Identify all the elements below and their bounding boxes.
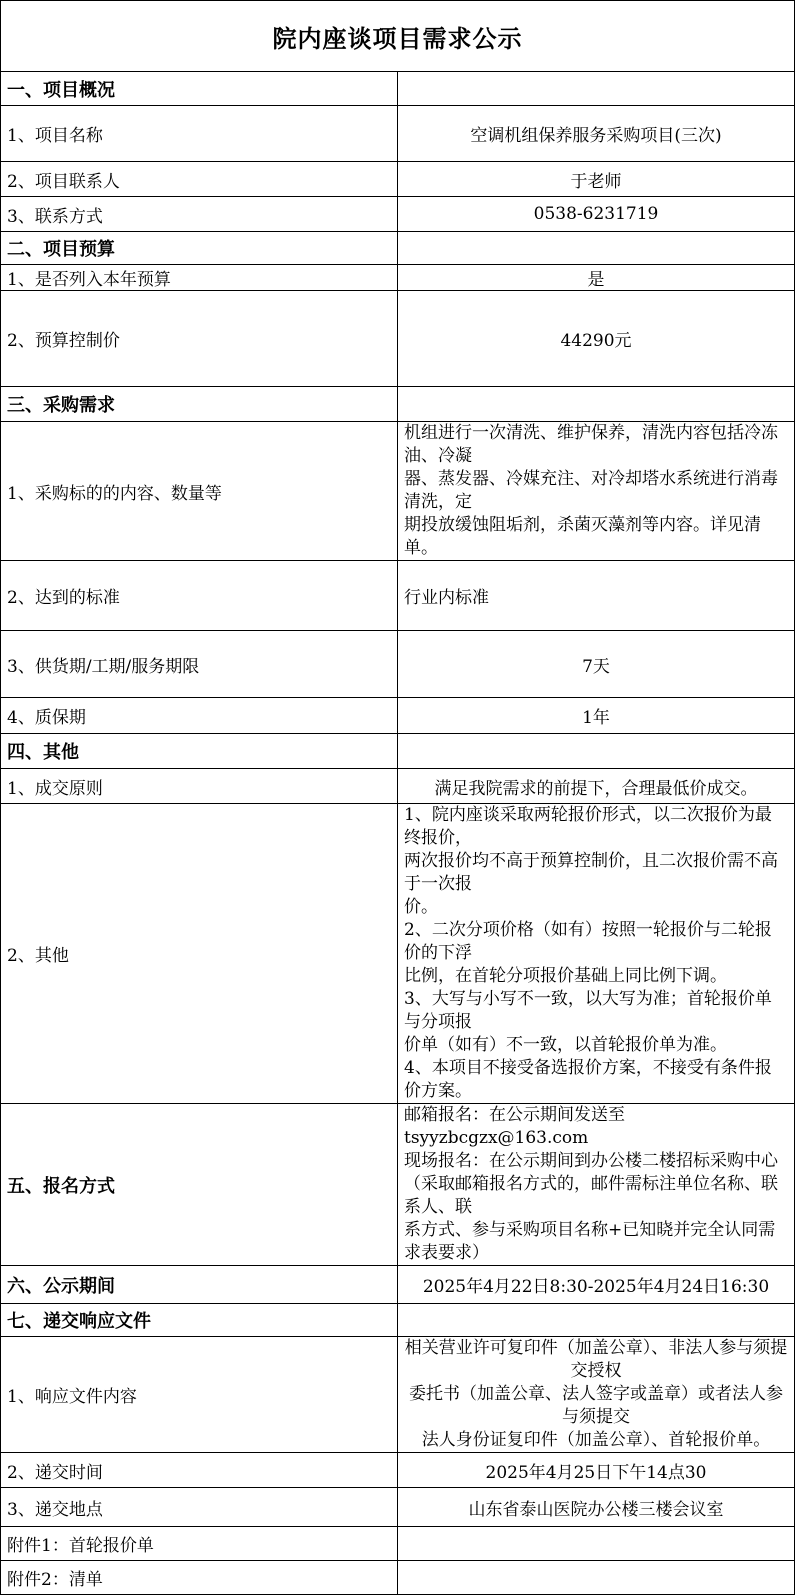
text-line: 2、二次分项价格（如有）按照一轮报价与二轮报价的下浮 bbox=[404, 920, 772, 963]
table-row bbox=[1, 1337, 795, 1453]
table-row bbox=[1, 561, 795, 631]
table-row bbox=[1, 1304, 795, 1337]
row-value-multiline bbox=[398, 1337, 795, 1453]
row-value-multiline bbox=[398, 422, 795, 561]
row-label: 1、成交原则 bbox=[1, 769, 398, 804]
text-line: 系方式、参与采购项目名称+已知晓并完全认同需求表要求） bbox=[404, 1220, 776, 1263]
text-line: 现场报名：在公示期间到办公楼二楼招标采购中心 bbox=[404, 1151, 778, 1171]
table-row bbox=[1, 106, 795, 162]
table-row bbox=[1, 804, 795, 1104]
row-label: 4、质保期 bbox=[1, 698, 398, 734]
row-value bbox=[398, 72, 795, 106]
row-value: 0538-6231719 bbox=[398, 197, 795, 232]
title-row bbox=[1, 1, 795, 72]
row-value: 山东省泰山医院办公楼三楼会议室 bbox=[398, 1488, 795, 1527]
row-label: 2、项目联系人 bbox=[1, 162, 398, 197]
section-heading: 七、递交响应文件 bbox=[1, 1304, 398, 1337]
row-label: 1、响应文件内容 bbox=[1, 1337, 398, 1453]
row-label: 1、项目名称 bbox=[1, 106, 398, 162]
row-value bbox=[398, 387, 795, 422]
text-line: 期投放缓蚀阻垢剂，杀菌灭藻剂等内容。详见清单。 bbox=[404, 515, 761, 558]
table-row bbox=[1, 197, 795, 232]
text-line: 3、大写与小写不一致，以大写为准；首轮报价单与分项报 bbox=[404, 989, 772, 1032]
row-value bbox=[398, 1304, 795, 1337]
text-line: 价单（如有）不一致，以首轮报价单为准。 bbox=[404, 1035, 727, 1055]
row-value: 1年 bbox=[398, 698, 795, 734]
text-line: 委托书（加盖公章、法人签字或盖章）或者法人参与须提交 bbox=[409, 1384, 783, 1427]
text-line: 法人身份证复印件（加盖公章）、首轮报价单。 bbox=[421, 1430, 771, 1450]
attachment-label: 附件2：清单 bbox=[1, 1561, 398, 1595]
table-row bbox=[1, 291, 795, 387]
text-line: 1、院内座谈采取两轮报价形式，以二次报价为最终报价， bbox=[404, 805, 772, 848]
row-value-multiline bbox=[398, 1104, 795, 1266]
text-line: （采取邮箱报名方式的，邮件需标注单位名称、联系人、联 bbox=[404, 1174, 778, 1217]
section-heading: 六、公示期间 bbox=[1, 1266, 398, 1304]
row-value: 2025年4月22日8:30-2025年4月24日16:30 bbox=[398, 1266, 795, 1304]
row-value: 2025年4月25日下午14点30 bbox=[398, 1453, 795, 1488]
table-row bbox=[1, 1453, 795, 1488]
text-line: 两次报价均不高于预算控制价，且二次报价需不高于一次报 bbox=[404, 851, 778, 894]
row-value: 满足我院需求的前提下，合理最低价成交。 bbox=[398, 769, 795, 804]
text-line: 邮箱报名：在公示期间发送至tsyyzbcgzx@163.com bbox=[404, 1105, 625, 1148]
table-row bbox=[1, 162, 795, 197]
section-heading: 一、项目概况 bbox=[1, 72, 398, 106]
row-label: 2、递交时间 bbox=[1, 1453, 398, 1488]
row-value: 于老师 bbox=[398, 162, 795, 197]
row-value: 是 bbox=[398, 265, 795, 291]
table-row bbox=[1, 631, 795, 698]
section-heading: 五、报名方式 bbox=[1, 1104, 398, 1266]
table-row bbox=[1, 422, 795, 561]
row-label: 2、预算控制价 bbox=[1, 291, 398, 387]
section-heading: 三、采购需求 bbox=[1, 387, 398, 422]
row-label: 3、供货期/工期/服务期限 bbox=[1, 631, 398, 698]
table-row bbox=[1, 1527, 795, 1561]
table-row bbox=[1, 232, 795, 265]
table-row bbox=[1, 265, 795, 291]
table-row bbox=[1, 734, 795, 769]
row-label: 1、是否列入本年预算 bbox=[1, 265, 398, 291]
row-value: 空调机组保养服务采购项目(三次) bbox=[398, 106, 795, 162]
row-value: 44290元 bbox=[398, 291, 795, 387]
text-line: 器、蒸发器、冷媒充注、对冷却塔水系统进行消毒清洗，定 bbox=[404, 469, 778, 512]
table-row bbox=[1, 72, 795, 106]
text-line: 4、本项目不接受备选报价方案，不接受有条件报价方案。 bbox=[404, 1058, 772, 1101]
row-value bbox=[398, 1527, 795, 1561]
section-heading: 二、项目预算 bbox=[1, 232, 398, 265]
text-line: 价。 bbox=[404, 897, 438, 917]
row-value: 7天 bbox=[398, 631, 795, 698]
table-row bbox=[1, 1104, 795, 1266]
table-row bbox=[1, 387, 795, 422]
text-line: 比例，在首轮分项报价基础上同比例下调。 bbox=[404, 966, 727, 986]
text-line: 相关营业许可复印件（加盖公章）、非法人参与须提交授权 bbox=[404, 1338, 788, 1381]
text-line: 机组进行一次清洗、维护保养，清洗内容包括冷冻油、冷凝 bbox=[404, 423, 778, 466]
attachment-label: 附件1：首轮报价单 bbox=[1, 1527, 398, 1561]
row-label: 3、递交地点 bbox=[1, 1488, 398, 1527]
row-value bbox=[398, 232, 795, 265]
row-value bbox=[398, 1561, 795, 1595]
row-label: 3、联系方式 bbox=[1, 197, 398, 232]
table-row bbox=[1, 769, 795, 804]
page-title: 院内座谈项目需求公示 bbox=[1, 1, 795, 72]
section-heading: 四、其他 bbox=[1, 734, 398, 769]
table-row bbox=[1, 1488, 795, 1527]
table-row bbox=[1, 698, 795, 734]
row-value-multiline bbox=[398, 804, 795, 1104]
row-value: 行业内标准 bbox=[398, 561, 795, 631]
table-row bbox=[1, 1266, 795, 1304]
row-label: 2、达到的标准 bbox=[1, 561, 398, 631]
table-row bbox=[1, 1561, 795, 1595]
row-value bbox=[398, 734, 795, 769]
row-label: 1、采购标的的内容、数量等 bbox=[1, 422, 398, 561]
row-label: 2、其他 bbox=[1, 804, 398, 1104]
